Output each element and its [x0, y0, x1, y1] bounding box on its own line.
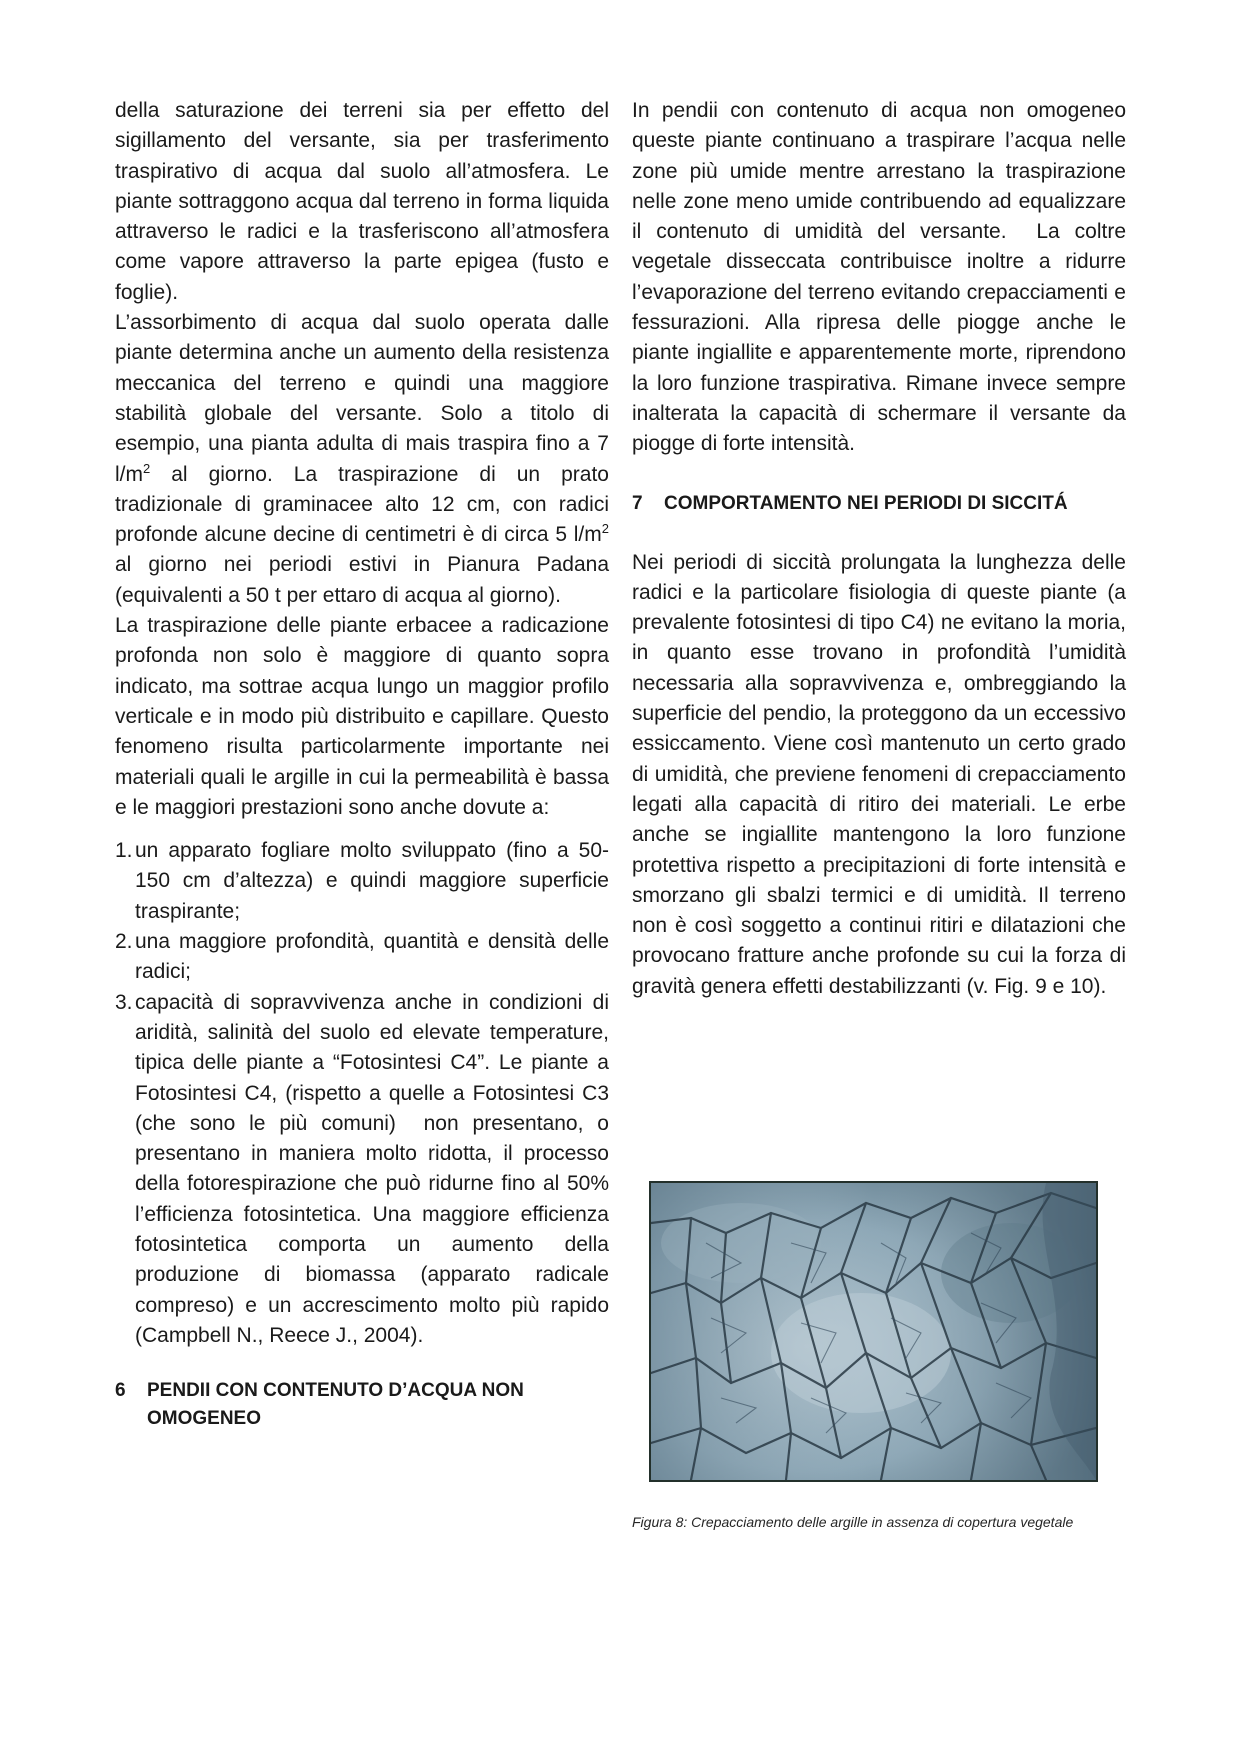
section-heading-6: [115, 1377, 609, 1433]
list-item-text: una maggiore profondità, quantità e densità delle radici;: [135, 930, 615, 984]
list-item-text: un apparato fogliare molto sviluppato (fino a 50-150 cm d’altezza) e quindi maggiore superficie traspirante;: [135, 839, 615, 923]
text-run: al giorno nei periodi estivi in Pianura Padana (equivalenti a 50 t per ettaro di acqua al giorno).: [115, 523, 615, 607]
figure-caption: Figura 8: Crepacciamento delle argille in assenza di copertura vegetale: [632, 1514, 1074, 1530]
section-heading-7: [632, 490, 1126, 518]
paragraph: [115, 308, 615, 611]
text-run: al giorno. La traspirazione di un prato tradizionale di graminacee alto 12 cm, con radici profonde alcune decine di centimetri è di circa 5 l/m: [115, 462, 615, 547]
list-number: 1.: [115, 839, 133, 863]
right-column: [632, 96, 1132, 1002]
paragraph: della saturazione dei terreni sia per effetto del sigillamento del versante, sia per trasferimento traspirativo di acqua dal suolo all’atmosfera. Le piante sottraggono acqua dal terreno in forma liquida attraverso le radici e la trasferiscono all’atmosfera come vapore attraverso la parte epigea (fusto e foglie).: [115, 99, 615, 304]
list-item: [115, 927, 615, 988]
numbered-list: [115, 836, 615, 1351]
superscript: 2: [143, 460, 151, 476]
cracked-clay-image: [651, 1183, 1096, 1480]
section-number: 7: [632, 492, 643, 514]
text-run: L’assorbimento di acqua dal suolo operata dalle piante determina anche un aumento della resistenza meccanica del terreno e quindi una maggiore stabilità globale del versante. Solo a titolo di esempio, una pianta adulta di mais traspira fino a 7 l/m: [115, 311, 615, 486]
left-column: [115, 96, 615, 1433]
figure-cracked-clay-photo: [649, 1181, 1098, 1482]
list-item: [115, 836, 615, 927]
paragraph: Nei periodi di siccità prolungata la lunghezza delle radici e la particolare fisiologia di queste piante (a prevalente fotosintesi di tipo C4) ne evitano la moria, in quanto esse trovano in profondità l’umidità necessaria alla sopravvivenza e, ombreggiando la superficie del pendio, la proteggono da un eccessivo essiccamento. Viene così mantenuto un certo grado di umidità, che previene fenomeni di crepacciamento legati alla capacità di ritiro dei materiali. Le erbe anche se ingiallite mantengono la loro funzione protettiva rispetto a precipitazioni di forte intensità e smorzano gli sbalzi termici e di umidità. Il terreno non è così soggetto a continui ritiri e dilatazioni che provocano fratture anche profonde su cui la forza di gravità genera effetti destabilizzanti (v. Fig. 9 e 10).: [632, 550, 1132, 998]
section-number: 6: [115, 1380, 126, 1402]
section-title: PENDII CON CONTENUTO D’ACQUA NON OMOGENEO: [147, 1380, 524, 1430]
paragraph: La traspirazione delle piante erbacee a radicazione profonda non solo è maggiore di quanto sopra indicato, ma sottrae acqua lungo un maggior profilo verticale e in modo più distribuito e capillare. Questo fenomeno risulta particolarmente importante nei materiali quali le argille in cui la permeabilità è bassa e le maggiori prestazioni sono anche dovute a:: [115, 614, 615, 819]
list-item-text: capacità di sopravvivenza anche in condizioni di aridità, salinità del suolo ed elevate temperature, tipica delle piante a “Fotosintesi C4”. Le piante a Fotosintesi C4, (rispetto a quelle a Fotosintesi C3 (che sono le più comuni) non presentano, o presentano in maniera molto ridotta, il processo della fotorespirazione che può ridurne fino al 50% l’efficienza fotosintetica. Una maggiore efficienza fotosintetica comporta un aumento della produzione di biomassa (apparato radicale compreso) e un accrescimento molto più rapido (Campbell N., Reece J., 2004).: [135, 990, 615, 1347]
list-number: 2.: [115, 930, 133, 954]
paragraph: In pendii con contenuto di acqua non omogeneo queste piante continuano a traspirare l’acqua nelle zone più umide mentre arrestano la traspirazione nelle zone meno umide contribuendo ad equalizzare il contenuto di umidità del versante. La coltre vegetale disseccata contribuisce inoltre a ridurre l’evaporazione del terreno evitando crepacciamenti e fessurazioni. Alla ripresa delle piogge anche le piante ingiallite e apparentemente morte, riprendono la loro funzione traspirativa. Rimane invece sempre inalterata la capacità di schermare il versante da piogge di forte intensità.: [632, 99, 1132, 456]
superscript: 2: [601, 521, 609, 537]
section-title: COMPORTAMENTO NEI PERIODI DI SICCITÁ: [664, 492, 1068, 514]
list-number: 3.: [115, 990, 133, 1014]
list-item: [115, 988, 615, 1352]
